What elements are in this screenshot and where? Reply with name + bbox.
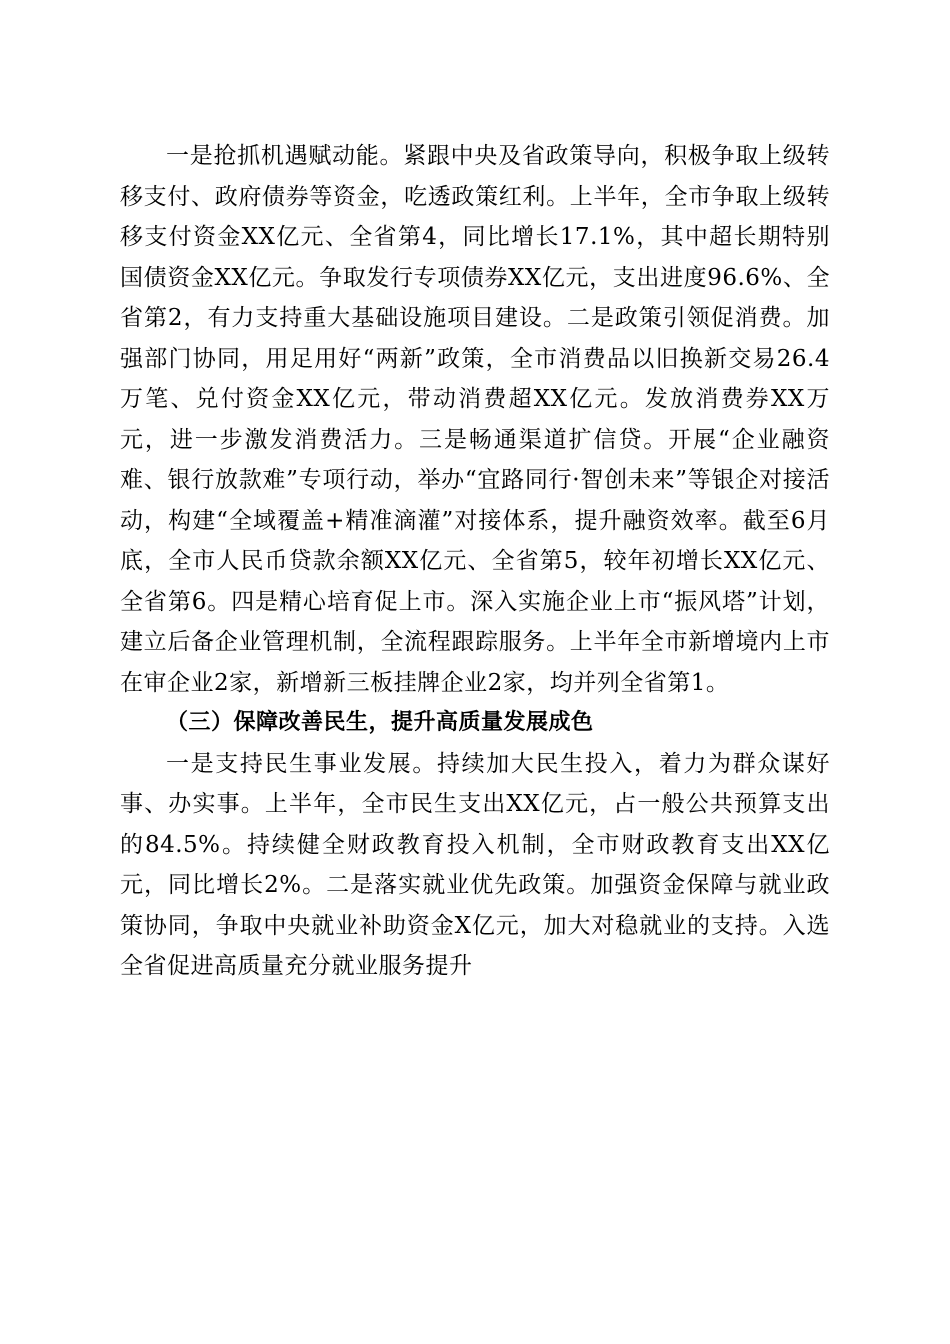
document-body bbox=[120, 136, 830, 987]
paragraph-finance-measures: 一是抢抓机遇赋动能。紧跟中央及省政策导向，积极争取上级转移支付、政府债券等资金，吃透政策红利。上半年，全市争取上级转移支付资金XX亿元、全省第4，同比增长17.1%，其中超长期特别国债资金XX亿元。争取发行专项债券XX亿元，支出进度96.6%、全省第2，有力支持重大基础设施项目建设。二是政策引领促消费。加强部门协同，用足用好“两新”政策，全市消费品以旧换新交易26.4万笔、兑付资金XX亿元，带动消费超XX亿元。发放消费券XX万元，进一步激发消费活力。三是畅通渠道扩信贷。开展“企业融资难、银行放款难”专项行动，举办“宜路同行·智创未来”等银企对接活动，构建“全域覆盖+精准滴灌”对接体系，提升融资效率。截至6月底，全市人民币贷款余额XX亿元、全省第5，较年初增长XX亿元、全省第6。四是精心培育促上市。深入实施企业上市“振风塔”计划，建立后备企业管理机制，全流程跟踪服务。上半年全市新增境内上市在审企业2家，新增新三板挂牌企业2家，均并列全省第1。 bbox=[120, 143, 830, 696]
paragraph-livelihood-measures: 一是支持民生事业发展。持续加大民生投入，着力为群众谋好事、办实事。上半年，全市民生支出XX亿元，占一般公共预算支出的84.5%。持续健全财政教育投入机制，全市财政教育支出XX亿元，同比增长2%。二是落实就业优先政策。加强资金保障与就业政策协同，争取中央就业补助资金X亿元，加大对稳就业的支持。入选全省促进高质量充分就业服务提升 bbox=[120, 750, 830, 979]
section-heading-livelihood: （三）保障改善民生，提升高质量发展成色 bbox=[166, 710, 594, 735]
